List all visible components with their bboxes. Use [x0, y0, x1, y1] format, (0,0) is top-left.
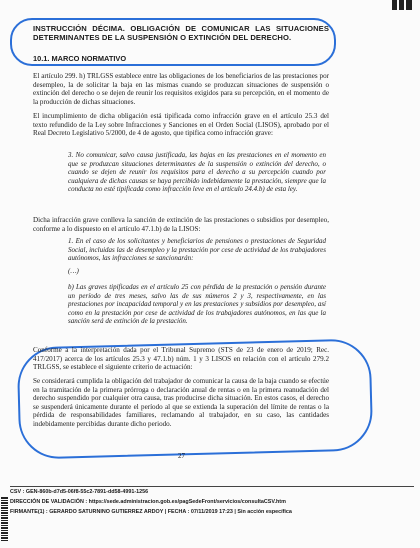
ministry-logo-icon: [392, 0, 412, 10]
footer-divider: [10, 486, 414, 487]
page-number: 27: [178, 452, 185, 460]
paragraph-criterion: Se considerará cumplida la obligación del trabajador de comunicar la causa de la baja cuando se efectúe en la tramitación de la primera prórroga o declaración anual de rentas o en la primera reanudación del derecho suspendido por cualquier otra causa, tras producirse dicha situación. En estos casos, el derecho se suspenderá únicamente durante el período al que se extienda la superación del límite de rentas o la pérdida de responsabilidades familiares, reclamando al trabajador, en su caso, las cantidades indebidamente percibidas durante dicho periodo.: [33, 377, 329, 428]
footer-csv: CSV : GEN-860b-d7d5-06f8-55c2-7891-dd58-4991-1256: [10, 489, 149, 495]
paragraph-infraction: El incumplimiento de dicha obligación está tipificada como infracción grave en el artículo 25.3 del texto refundido de la Ley sobre Infracciones y Sanciones en el Orden Social (LISOS), aprobado por el Real Decreto Legislativo 5/2000, de 4 de agosto, que tipifica como infracción grave:: [33, 112, 329, 138]
paragraph-sanction: Dicha infracción grave conlleva la sanción de extinción de las prestaciones o subsidios por desempleo, conforme a lo dispuesto en el artículo 47.1.b) de la LISOS:: [33, 216, 329, 233]
paragraph-obligation: El artículo 299. h) TRLGSS establece entre las obligaciones de los beneficiarios de las prestaciones por desempleo, la de solicitar la baja en las mismas cuando se produzcan situaciones de suspensión o extinción del derecho o se dejen de reunir los requisitos exigidos para su percepción, en el momento de la producción de dichas situaciones.: [33, 72, 329, 106]
section-title: INSTRUCCIÓN DÉCIMA. OBLIGACIÓN DE COMUNICAR LAS SITUACIONES DETERMINANTES DE LA SUSPENSIÓN O EXTINCIÓN DEL DERECHO.: [33, 24, 329, 42]
quote-ellipsis: (…): [68, 267, 79, 275]
footer-validation-url[interactable]: DIRECCIÓN DE VALIDACIÓN : https://sede.administracion.gob.es/pagSedeFront/servicios/consultaCSV.htm: [10, 499, 286, 505]
footer-signature: FIRMANTE(1) : GERARDO SATURNINO GUTIERREZ ARDOY | FECHA : 07/11/2019 17:23 | Sin acción específica: [10, 509, 292, 515]
section-subtitle: 10.1. MARCO NORMATIVO: [33, 54, 127, 63]
quote-lisos-25-3: 3. No comunicar, salvo causa justificada, las bajas en las prestaciones en el momento en que se produzcan situaciones determinantes de la suspensión o extinción del derecho, o cuando se dejen de reunir los requisitos para el derecho a su percepción cuando por cualquiera de dichas causas se haya percibido indebidamente la prestación, siempre que la conducta no esté tipificada como infracción leve en el artículo 24.4.b) de esta ley.: [68, 151, 326, 194]
paragraph-supreme-court: Conforme a la interpretación dada por el Tribunal Supremo (STS de 23 de enero de 2019; Rec. 417/2017) acerca de los artículos 25.3 y 47.1.b) núm. 1 y 3 LISOS en relación con el artículo 279.2 TRLGSS, se establece el siguiente criterio de actuación:: [33, 346, 329, 372]
quote-lisos-47-1: 1. En el caso de los solicitantes y beneficiarios de pensiones o prestaciones de Seguridad Social, incluidas las de desempleo y la prestación por cese de actividad de los trabajadores autónomos, las infracciones se sancionarán:: [68, 237, 326, 263]
barcode-icon: [1, 497, 8, 541]
quote-lisos-47-1-b: b) Las graves tipificadas en el artículo 25 con pérdida de la prestación o pensión durante un período de tres meses, salvo las de sus números 2 y 3, respectivamente, en las prestaciones por incapacidad temporal y en las prestaciones y subsidios por desempleo, así como en la prestación por cese de actividad de los trabajadores autónomos, en las que la sanción será de extinción de la prestación.: [68, 283, 326, 326]
